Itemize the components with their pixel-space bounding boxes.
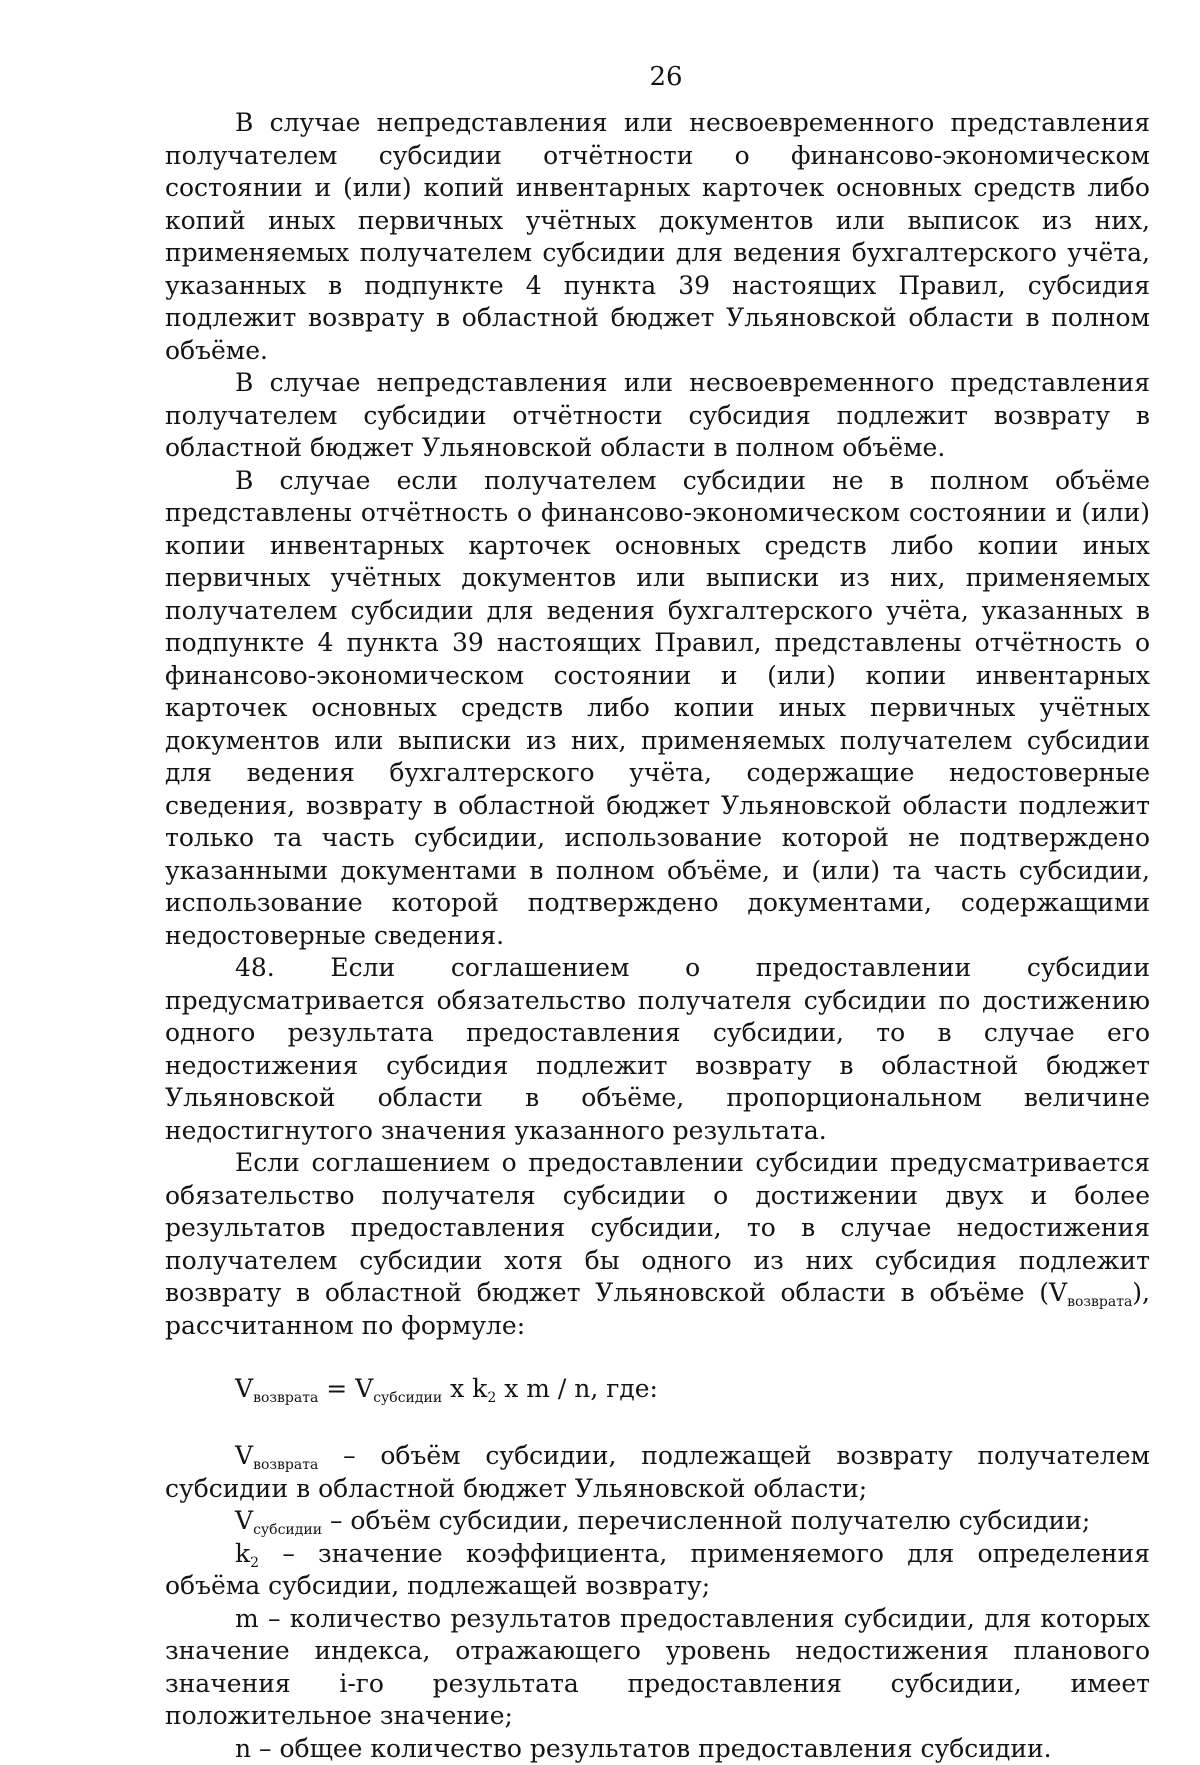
paragraph-nonsubmission-reports-copies: В случае непредставления или несвоевременного представления получателем субсидии отчётности о финансово-экономическом состоянии и (или) копий инвентарных карточек основных средств либо копий иных первичных учётных документов или выписок из них, применяемых получателем субсидии для ведения бухгалтерского учёта, указанных в подпункте 4 пункта 39 настоящих Правил, субсидия подлежит возврату в областной бюджет Ульяновской области в полном объёме. [165,107,1150,367]
formula-sub-subsidy: субсидии [373,1390,442,1406]
paragraph-multiple-results [165,1147,1150,1342]
formula-sub-two: 2 [487,1390,496,1406]
definition-n: n – общее количество результатов предоставления субсидии. [165,1733,1150,1765]
definition-k2 [165,1538,1150,1603]
formula-times-k: x k [442,1374,487,1403]
definition-k2-symbol: k [235,1539,250,1568]
return-formula [165,1372,1150,1406]
definition-v-return-sub: возврата [253,1457,318,1473]
paragraph-nonsubmission-reports: В случае непредставления или несвоевременного представления получателем субсидии отчётности субсидия подлежит возврату в областной бюджет Ульяновской области в полном объёме. [165,367,1150,465]
definition-v-return [165,1440,1150,1505]
paragraph-multiple-results-text: Если соглашением о предоставлении субсидии предусматривается обязательство получателя субсидии о достижении двух и более результатов предоставления субсидии, то в случае недостижения получателем субсидии хотя бы одного из них субсидия подлежит возврату в областной бюджет Ульяновской области в объёме (V [165,1148,1150,1307]
definition-v-subsidy-sub: субсидии [253,1522,322,1538]
paragraph-multiple-results-tail: ), рассчитанном по формуле: [165,1278,1150,1340]
page-number: 26 [66,62,1200,92]
definition-k2-text: – значение коэффициента, применяемого для определения объёма субсидии, подлежащей возврату; [165,1539,1150,1601]
definition-v-subsidy-symbol: V [235,1506,253,1535]
definition-v-return-text: – объём субсидии, подлежащей возврату получателем субсидии в областной бюджет Ульяновской области; [165,1441,1150,1503]
paragraph-48-single-result: 48. Если соглашением о предоставлении субсидии предусматривается обязательство получателя субсидии по достижению одного результата предоставления субсидии, то в случае его недостижения субсидия подлежит возврату в областной бюджет Ульяновской области в объёме, пропорциональном величине недостигнутого значения указанного результата. [165,952,1150,1147]
definition-v-subsidy-text: – объём субсидии, перечисленной получателю субсидии; [322,1506,1090,1535]
paragraph-incomplete-submission: В случае если получателем субсидии не в полном объёме представлены отчётность о финансово-экономическом состоянии и (или) копии инвентарных карточек основных средств либо копии иных первичных учётных документов или выписки из них, применяемых получателем субсидии для ведения бухгалтерского учёта, указанных в подпункте 4 пункта 39 настоящих Правил, представлены отчётность о финансово-экономическом состоянии и (или) копии инвентарных карточек основных средств либо копии иных первичных учётных документов или выписки из них, применяемых получателем субсидии для ведения бухгалтерского учёта, содержащие недостоверные сведения, возврату в областной бюджет Ульяновской области подлежит только та часть субсидии, использование которой не подтверждено указанными документами в полном объёме, и (или) та часть субсидии, использование которой подтверждено документами, содержащими недостоверные сведения. [165,465,1150,953]
definition-v-subsidy [165,1505,1150,1538]
subscript-return: возврата [1067,1294,1132,1310]
formula-tail: x m / n, где: [496,1374,658,1403]
document-body [165,107,1150,1765]
formula-v-return: V [235,1374,253,1403]
definition-m: m – количество результатов предоставления субсидии, для которых значение индекса, отражающего уровень недостижения планового значения i-го результата предоставления субсидии, имеет положительное значение; [165,1603,1150,1733]
definition-v-return-symbol: V [235,1441,253,1470]
formula-sub-return: возврата [253,1390,318,1406]
definition-k2-sub: 2 [250,1555,259,1571]
formula-equals-v: = V [318,1374,373,1403]
